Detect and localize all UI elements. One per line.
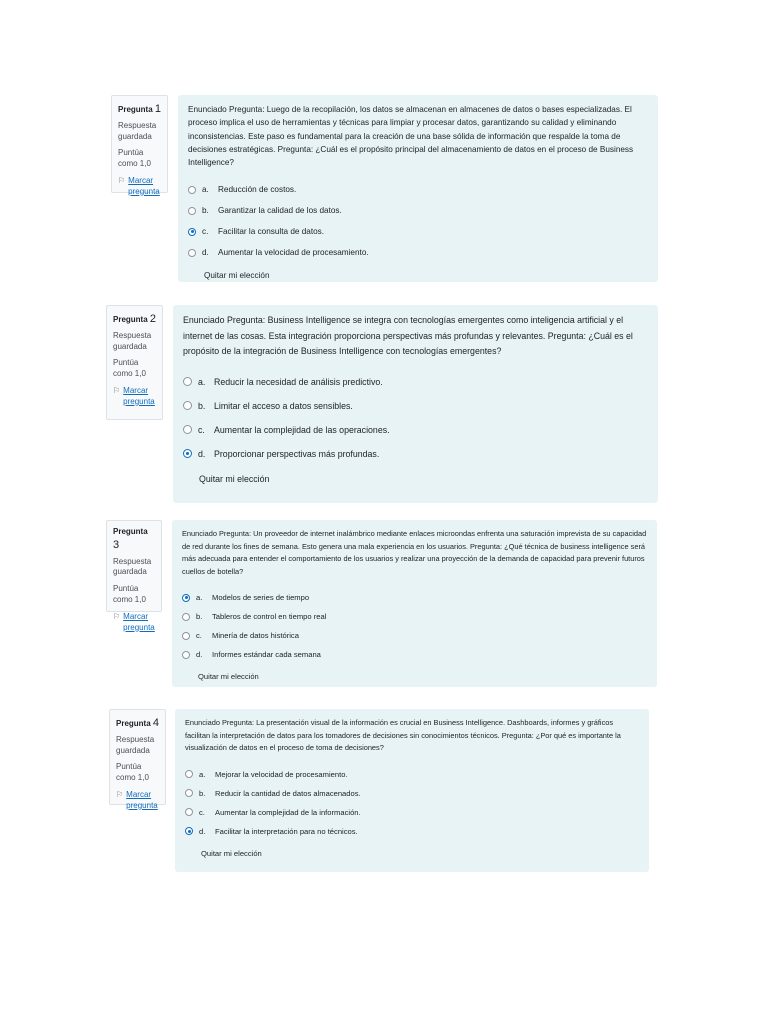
flag-question[interactable]: [113, 386, 157, 408]
question-grade: Puntúa como 1,0: [116, 762, 149, 783]
flag-link[interactable]: Marcar pregunta: [123, 386, 155, 406]
radio-d[interactable]: [182, 651, 190, 659]
radio-c[interactable]: [182, 632, 190, 640]
question-text: Enunciado Pregunta: Business Intelligence se integra con tecnologías emergentes como inteligencia artificial y el internet de las cosas. Esta integración proporciona perspectivas más profundas y relevantes. Pregunta: ¿Cuál es el propósito de la integración de Business Intelligence con tecnologías emergentes?: [183, 315, 633, 357]
option-c[interactable]: c. Aumentar la complejidad de las operaciones.: [183, 418, 648, 442]
question-number: Pregunta 1: [118, 103, 162, 115]
question-info-3: [106, 520, 162, 632]
answer-options: [188, 179, 648, 263]
option-d[interactable]: d. Proporcionar perspectivas más profundas.: [183, 442, 648, 466]
clear-choice-link[interactable]: Quitar mi elección: [201, 848, 262, 858]
question-grade: Puntúa como 1,0: [118, 148, 151, 169]
option-a[interactable]: a. Mejorar la velocidad de procesamiento.: [185, 765, 639, 784]
flag-link[interactable]: Marcar pregunta: [128, 176, 160, 196]
question-content-4: [175, 709, 649, 872]
clear-choice-link[interactable]: Quitar mi elección: [204, 271, 270, 281]
option-c[interactable]: c. Facilitar la consulta de datos.: [188, 221, 648, 242]
radio-d[interactable]: [183, 449, 192, 458]
clear-choice-link[interactable]: Quitar mi elección: [199, 473, 270, 484]
flag-question[interactable]: [118, 176, 162, 198]
option-a[interactable]: a. Modelos de series de tiempo: [182, 588, 647, 607]
question-text: Enunciado Pregunta: Luego de la recopilación, los datos se almacenan en almacenes de datos o bases especializadas. El proceso implica el uso de herramientas y técnicas para limpiar y procesar datos, garantizando su calidad y eliminando inconsistencias. Este paso es fundamental para la creación de una base sólida de información que respalde la toma de decisiones estratégicas. Pregunta: ¿Cuál es el propósito principal del almacenamiento de datos en el proceso de Business Intelligence?: [188, 105, 634, 168]
radio-c[interactable]: [185, 808, 193, 816]
flag-icon: ⚐: [116, 790, 124, 800]
question-content-2: [173, 305, 658, 503]
question-number: Pregunta 2: [113, 313, 157, 325]
option-a[interactable]: a. Reducir la necesidad de análisis predictivo.: [183, 370, 648, 394]
question-number: Pregunta 3: [113, 527, 148, 551]
question-number: Pregunta 4: [116, 717, 160, 729]
option-c[interactable]: c. Minería de datos histórica: [182, 626, 647, 645]
radio-c[interactable]: [188, 228, 196, 236]
question-state: Respuesta guardada: [118, 120, 157, 141]
radio-a[interactable]: [188, 186, 196, 194]
question-content-1: [178, 95, 658, 282]
question-grade: Puntúa como 1,0: [113, 584, 146, 605]
question-state: Respuesta guardada: [113, 556, 152, 577]
radio-a[interactable]: [185, 770, 193, 778]
question-info-4: [109, 709, 166, 810]
option-b[interactable]: b. Limitar el acceso a datos sensibles.: [183, 394, 648, 418]
radio-a[interactable]: [182, 594, 190, 602]
flag-question[interactable]: [113, 612, 156, 634]
question-state: Respuesta guardada: [113, 330, 152, 351]
option-a[interactable]: a. Reducción de costos.: [188, 179, 648, 200]
flag-icon: ⚐: [118, 176, 126, 186]
answer-options: [182, 588, 647, 664]
question-content-3: [172, 520, 657, 687]
option-d[interactable]: d. Facilitar la interpretación para no técnicos.: [185, 822, 639, 841]
answer-options: [183, 370, 648, 466]
radio-b[interactable]: [188, 207, 196, 215]
radio-b[interactable]: [185, 789, 193, 797]
radio-b[interactable]: [182, 613, 190, 621]
option-b[interactable]: b. Garantizar la calidad de los datos.: [188, 200, 648, 221]
radio-d[interactable]: [185, 827, 193, 835]
flag-icon: ⚐: [113, 386, 121, 396]
question-info-1: [111, 95, 168, 196]
radio-a[interactable]: [183, 377, 192, 386]
flag-link[interactable]: Marcar pregunta: [123, 611, 155, 632]
option-c[interactable]: c. Aumentar la complejidad de la información.: [185, 803, 639, 822]
clear-choice-link[interactable]: Quitar mi elección: [198, 672, 259, 682]
flag-question[interactable]: [116, 790, 160, 812]
question-text: Enunciado Pregunta: Un proveedor de internet inalámbrico mediante enlaces microondas enfrenta una saturación imprevista de su capacidad de red durante los fines de semana. Esto genera una mala experiencia en los usuarios. Pregunta: ¿Qué técnica de business intelligence será más adecuada para entender el comportamiento de los usuarios y realizar una proyección de la demanda de capacidad para prevenir futuros cuellos de botella?: [182, 529, 647, 576]
radio-d[interactable]: [188, 249, 196, 257]
question-info-2: [106, 305, 163, 420]
radio-c[interactable]: [183, 425, 192, 434]
question-state: Respuesta guardada: [116, 734, 155, 755]
question-text: Enunciado Pregunta: La presentación visual de la información es crucial en Business Intelligence. Dashboards, informes y gráficos facilitan la interpretación de datos para los tomadores de decisiones sin conocimientos técnicos. Pregunta: ¿Por qué es importante la visualización de datos en el proceso de toma de decisiones?: [185, 718, 621, 753]
flag-link[interactable]: Marcar pregunta: [126, 790, 158, 810]
flag-icon: ⚐: [113, 611, 121, 621]
option-d[interactable]: d. Informes estándar cada semana: [182, 645, 647, 664]
option-b[interactable]: b. Reducir la cantidad de datos almacenados.: [185, 784, 639, 803]
question-grade: Puntúa como 1,0: [113, 358, 146, 379]
option-d[interactable]: d. Aumentar la velocidad de procesamiento.: [188, 242, 648, 263]
answer-options: [185, 765, 639, 841]
option-b[interactable]: b. Tableros de control en tiempo real: [182, 607, 647, 626]
radio-b[interactable]: [183, 401, 192, 410]
